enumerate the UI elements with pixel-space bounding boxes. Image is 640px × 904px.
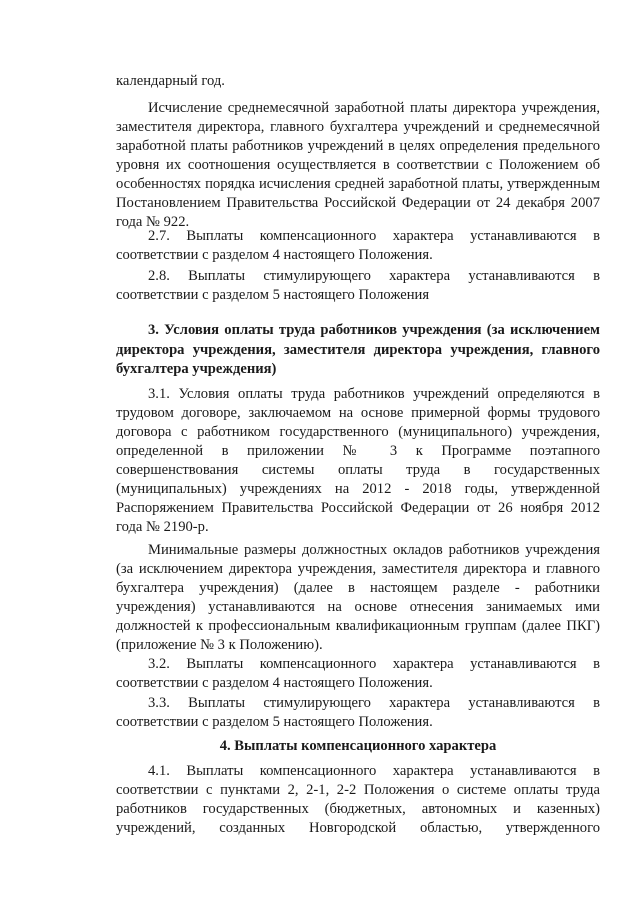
text-line: соответствии с пунктами 2, 2-1, 2-2 Положения о системе оплаты труда xyxy=(116,782,600,798)
text-line: учреждения) устанавливаются на основе отнесения занимаемых ими xyxy=(116,599,600,615)
text-line: договора с работником государственного (муниципального) учреждения, xyxy=(116,424,600,440)
section-4-title: 4. Выплаты компенсационного характера xyxy=(219,738,497,754)
text-line: 3.1. Условия оплаты труда работников учреждений определяются в xyxy=(148,386,600,402)
text-line: 3.2. Выплаты компенсационного характера устанавливаются в xyxy=(148,656,600,672)
text-line: соответствии с разделом 5 настоящего Положения xyxy=(116,287,430,303)
text-line: календарный год. xyxy=(116,73,225,89)
text-line: соответствии с разделом 4 настоящего Положения. xyxy=(116,247,433,263)
text-line: года № 922. xyxy=(116,214,190,230)
section-3-title: 3. Условия оплаты труда работников учреждения (за исключением xyxy=(148,322,600,338)
text-line: определенной в приложении № 3 к Программе поэтапного xyxy=(116,443,600,459)
text-line: учреждений, созданных Новгородской областью, утвержденного xyxy=(116,820,600,836)
text-line: Постановлением Правительства Российской Федерации от 24 декабря 2007 xyxy=(116,195,600,211)
text-line: бухгалтера учреждения) (далее в настоящем разделе - работники xyxy=(116,580,600,596)
text-line: (муниципальных) учреждениях на 2012 - 2018 годы, утвержденной xyxy=(116,481,600,497)
section-3-title: директора учреждения, заместителя директора учреждения, главного xyxy=(116,342,600,358)
text-line: уровня их соотношения осуществляется в соответствии с Положением об xyxy=(116,157,600,173)
text-line: Распоряжением Правительства Российской Федерации от 26 ноября 2012 xyxy=(116,500,600,516)
text-line: 2.8. Выплаты стимулирующего характера устанавливаются в xyxy=(148,268,600,284)
text-line: соответствии с разделом 5 настоящего Положения. xyxy=(116,714,433,730)
text-line: (приложение № 3 к Положению). xyxy=(116,637,323,653)
text-line: 2.7. Выплаты компенсационного характера устанавливаются в xyxy=(148,228,600,244)
text-line: 3.3. Выплаты стимулирующего характера устанавливаются в xyxy=(148,695,600,711)
text-line: Исчисление среднемесячной заработной платы директора учреждения, xyxy=(148,100,600,116)
text-line: года № 2190-р. xyxy=(116,519,209,535)
text-line: заместителя директора, главного бухгалтера учреждений и среднемесячной xyxy=(116,119,600,135)
text-line: Минимальные размеры должностных окладов работников учреждения xyxy=(148,542,600,558)
text-line: соответствии с разделом 4 настоящего Положения. xyxy=(116,675,433,691)
text-line: особенностях порядка исчисления средней заработной платы, утвержденным xyxy=(116,176,600,192)
section-3-title: бухгалтера учреждения) xyxy=(116,361,277,377)
text-line: работников государственных (бюджетных, автономных и казенных) xyxy=(116,801,600,817)
text-line: совершенствования системы оплаты труда в государственных xyxy=(116,462,600,478)
text-line: 4.1. Выплаты компенсационного характера устанавливаются в xyxy=(148,763,600,779)
text-line: должностей к профессиональным квалификационным группам (далее ПКГ) xyxy=(116,618,600,634)
text-line: трудовом договоре, заключаемом на основе примерной формы трудового xyxy=(116,405,600,421)
text-line: (за исключением директора учреждения, заместителя директора и главного xyxy=(116,561,600,577)
text-line: заработной платы работников учреждений в целях определения предельного xyxy=(116,138,600,154)
